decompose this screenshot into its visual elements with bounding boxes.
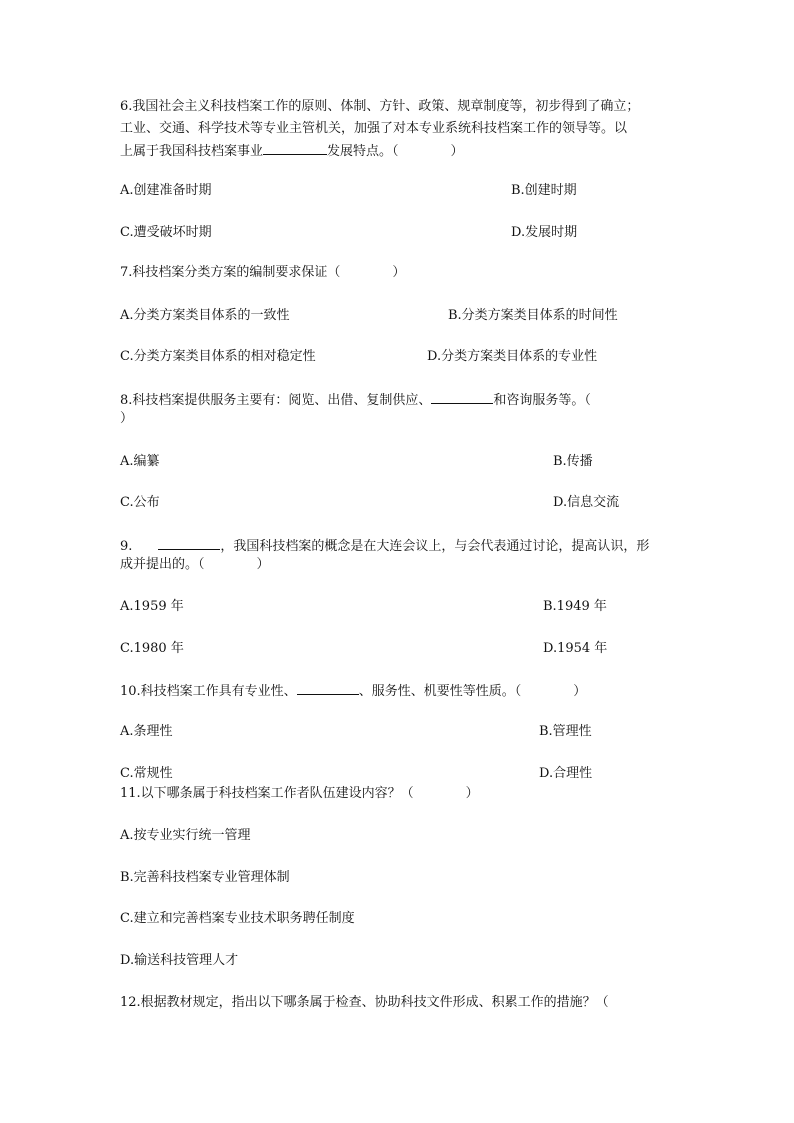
question-10-option-d: D.合理性 [539,766,593,781]
question-8-line-1 [120,390,591,410]
question-7-line-1: 7.科技档案分类方案的编制要求保证（ ） [120,265,406,280]
question-7-option-b: B.分类方案类目体系的时间性 [448,308,618,323]
question-10-text-pre: 10.科技档案工作具有专业性、 [120,684,297,699]
question-9-text-pre: 9. [120,539,159,554]
question-9-option-c: C.1980 年 [120,641,184,656]
question-6-option-b: B.创建时期 [511,183,577,198]
question-11-option-b: B.完善科技档案专业管理体制 [120,870,290,885]
question-6-line-2: 工业、交通、科学技术等专业主管机关，加强了对本专业系统科技档案工作的领导等。以 [120,121,628,136]
answer-blank [431,390,493,404]
question-6-line-1: 6.我国社会主义科技档案工作的原则、体制、方针、政策、规章制度等，初步得到了确立； [120,99,640,114]
question-10-text-post: 、服务性、机要性等性质。（ ） [358,684,587,699]
question-10-line-1 [120,681,586,701]
question-10-option-a: A.条理性 [120,724,173,739]
question-10-option-b: B.管理性 [539,724,592,739]
question-12-line-1: 12.根据教材规定，指出以下哪条属于检查、协助科技文件形成、积累工作的措施？（ [120,995,609,1010]
question-11-line-1: 11.以下哪条属于科技档案工作者队伍建设内容？（ ） [120,786,479,801]
question-9-text-post: ，我国科技档案的概念是在大连会议上，与会代表通过讨论，提高认识，形 [220,539,650,554]
question-7-option-a: A.分类方案类目体系的一致性 [120,308,290,323]
question-6-text-post: 发展特点。（ ） [327,144,464,159]
question-10-option-c: C.常规性 [120,766,173,781]
question-6-line-3 [120,141,464,161]
answer-blank [297,681,359,695]
answer-blank [158,536,220,550]
question-11-option-d: D.输送科技管理人才 [120,953,239,968]
question-7-option-d: D.分类方案类目体系的专业性 [427,349,598,364]
answer-blank [263,141,327,155]
question-9-line-1 [120,536,649,556]
question-9-option-a: A.1959 年 [120,599,184,614]
question-8-option-a: A.编纂 [120,454,160,469]
question-8-line-2: ） [120,411,134,426]
question-11-option-c: C.建立和完善档案专业技术职务聘任制度 [120,911,355,926]
question-6-option-c: C.遭受破坏时期 [120,225,212,240]
question-8-option-b: B.传播 [553,454,593,469]
question-9-option-b: B.1949 年 [543,599,607,614]
question-7-option-c: C.分类方案类目体系的相对稳定性 [120,349,316,364]
question-6-option-d: D.发展时期 [511,225,578,240]
question-6-text-pre: 上属于我国科技档案事业 [120,144,264,159]
question-8-option-c: C.公布 [120,495,160,510]
question-11-option-a: A.按专业实行统一管理 [120,828,251,843]
question-8-option-d: D.信息交流 [553,495,620,510]
question-6-option-a: A.创建准备时期 [120,183,212,198]
question-9-line-2: 成并提出的。（ ） [120,557,270,572]
question-8-text-post: 和咨询服务等。（ [493,393,591,408]
question-8-text-pre: 8.科技档案提供服务主要有：阅览、出借、复制供应、 [120,393,432,408]
question-9-option-d: D.1954 年 [543,641,608,656]
